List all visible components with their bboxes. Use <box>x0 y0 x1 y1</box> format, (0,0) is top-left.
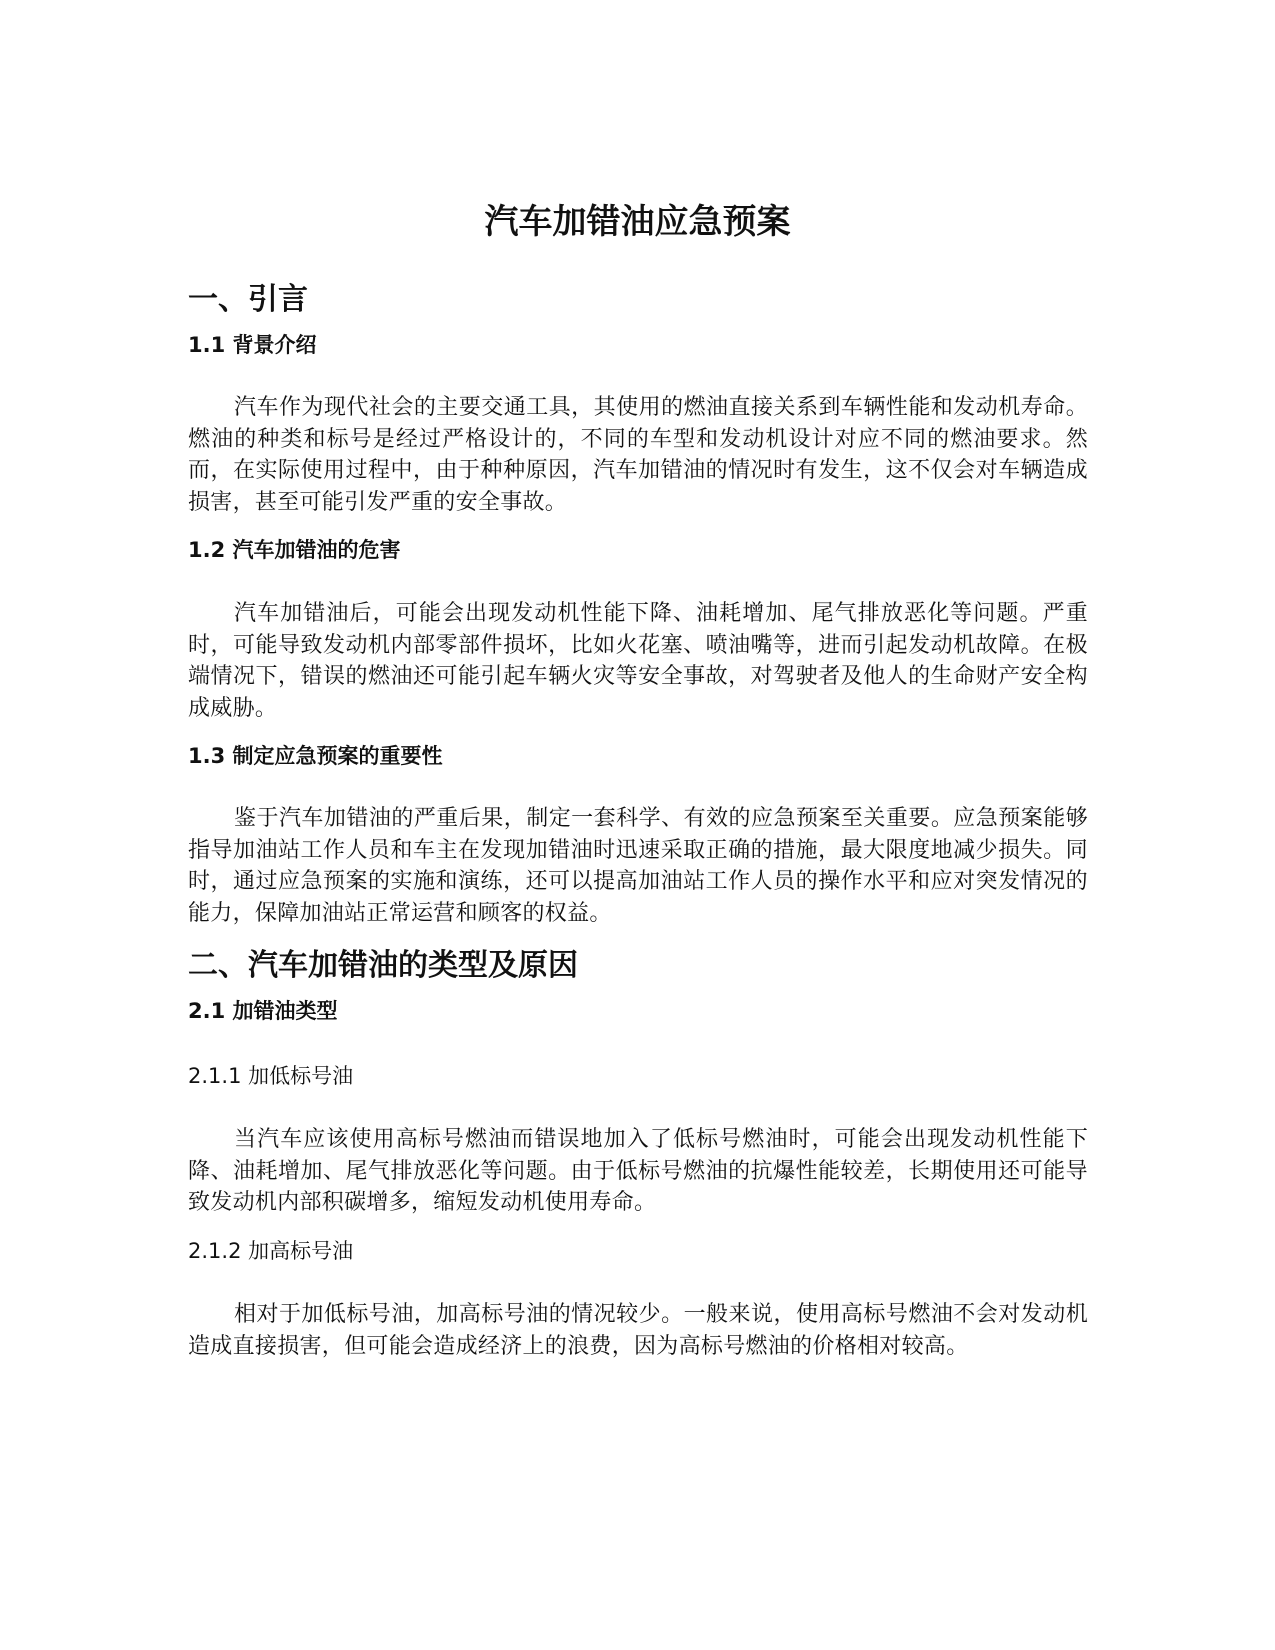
paragraph-1-3: 鉴于汽车加错油的严重后果，制定一套科学、有效的应急预案至关重要。应急预案能够指导加油站工作人员和车主在发现加错油时迅速采取正确的措施，最大限度地减少损失。同时，通过应急预案的实施和演练，还可以提高加油站工作人员的操作水平和应对突发情况的能力，保障加油站正常运营和顾客的权益。 <box>188 806 1088 926</box>
subsection-heading-2-1: 2.1 加错油类型 <box>188 999 338 1023</box>
paragraph-2-1-2: 相对于加低标号油，加高标号油的情况较少。一般来说，使用高标号燃油不会对发动机造成直接损害，但可能会造成经济上的浪费，因为高标号燃油的价格相对较高。 <box>188 1302 1088 1359</box>
paragraph-2-1-1: 当汽车应该使用高标号燃油而错误地加入了低标号燃油时，可能会出现发动机性能下降、油耗增加、尾气排放恶化等问题。由于低标号燃油的抗爆性能较差，长期使用还可能导致发动机内部积碳增多，缩短发动机使用寿命。 <box>188 1127 1088 1215</box>
paragraph-1-2: 汽车加错油后，可能会出现发动机性能下降、油耗增加、尾气排放恶化等问题。严重时，可能导致发动机内部零部件损坏，比如火花塞、喷油嘴等，进而引起发动机故障。在极端情况下，错误的燃油还可能引起车辆火灾等安全事故，对驾驶者及他人的生命财产安全构成威胁。 <box>188 601 1088 721</box>
document-title: 汽车加错油应急预案 <box>484 202 791 242</box>
item-heading-2-1-1: 2.1.1 加低标号油 <box>188 1064 354 1088</box>
section-heading-types-and-causes: 二、汽车加错油的类型及原因 <box>188 948 578 983</box>
subsection-heading-1-1: 1.1 背景介绍 <box>188 333 317 357</box>
paragraph-1-1: 汽车作为现代社会的主要交通工具，其使用的燃油直接关系到车辆性能和发动机寿命。燃油的种类和标号是经过严格设计的，不同的车型和发动机设计对应不同的燃油要求。然而，在实际使用过程中，由于种种原因，汽车加错油的情况时有发生，这不仅会对车辆造成损害，甚至可能引发严重的安全事故。 <box>188 395 1088 515</box>
section-heading-introduction: 一、引言 <box>188 282 308 317</box>
item-heading-2-1-2: 2.1.2 加高标号油 <box>188 1239 354 1263</box>
subsection-heading-1-3: 1.3 制定应急预案的重要性 <box>188 744 443 768</box>
subsection-heading-1-2: 1.2 汽车加错油的危害 <box>188 538 401 562</box>
